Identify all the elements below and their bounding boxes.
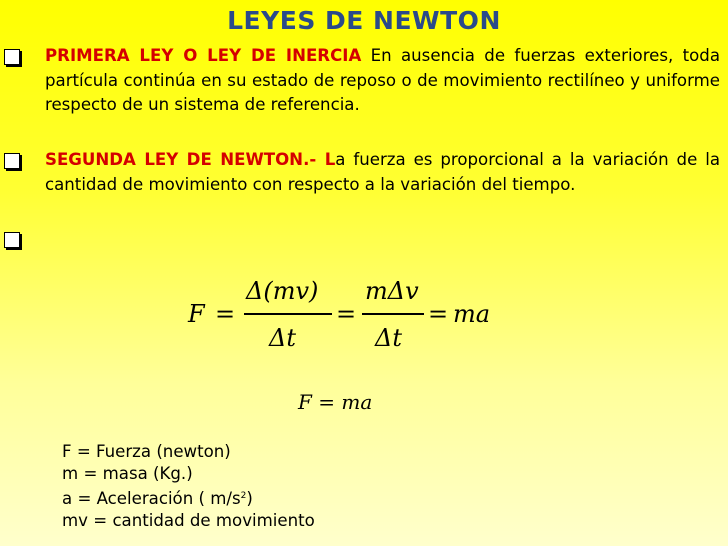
legend-force: F = Fuerza (newton)	[62, 442, 231, 461]
second-law-heading: SEGUNDA LEY DE NEWTON.- L	[45, 150, 336, 169]
fraction-1-bar	[244, 313, 332, 315]
checkbox-bullet-icon	[4, 49, 20, 65]
legend-momentum: mv = cantidad de movimiento	[62, 511, 315, 530]
second-law-text: a fuerza es proporcional a la variación de la cantidad de movimiento con respecto a la variación del tiempo.	[45, 150, 720, 194]
fraction-2-bar	[362, 313, 424, 315]
formula-rhs: ma	[453, 300, 491, 328]
fraction-1-denominator: Δt	[269, 324, 296, 352]
fraction-2-numerator: mΔv	[365, 277, 419, 305]
first-law-text: En ausencia de fuerzas exteriores, toda partícula continúa en su estado de reposo o de movimiento rectilíneo y uniforme respecto de un sistema de referencia.	[45, 46, 721, 115]
simple-formula: F = ma	[298, 390, 373, 414]
formula-lhs: F	[188, 300, 205, 328]
second-law-paragraph	[45, 148, 720, 197]
formula-equals-1: =	[215, 300, 236, 328]
first-law-paragraph	[45, 44, 720, 118]
legend-mass: m = masa (Kg.)	[62, 464, 193, 483]
fraction-2-denominator: Δt	[375, 324, 402, 352]
first-law-heading: PRIMERA LEY O LEY DE INERCIA	[45, 46, 362, 65]
variable-legend	[62, 441, 315, 532]
slide-title: LEYES DE NEWTON	[227, 6, 501, 35]
checkbox-bullet-icon	[4, 153, 20, 169]
legend-acceleration: a = Aceleración ( $m/s^2$)	[62, 489, 253, 508]
formula-equals-2: =	[336, 300, 357, 328]
checkbox-bullet-icon	[4, 232, 20, 248]
fraction-1-numerator: Δ(mv)	[246, 277, 319, 305]
formula-equals-3: =	[428, 300, 449, 328]
